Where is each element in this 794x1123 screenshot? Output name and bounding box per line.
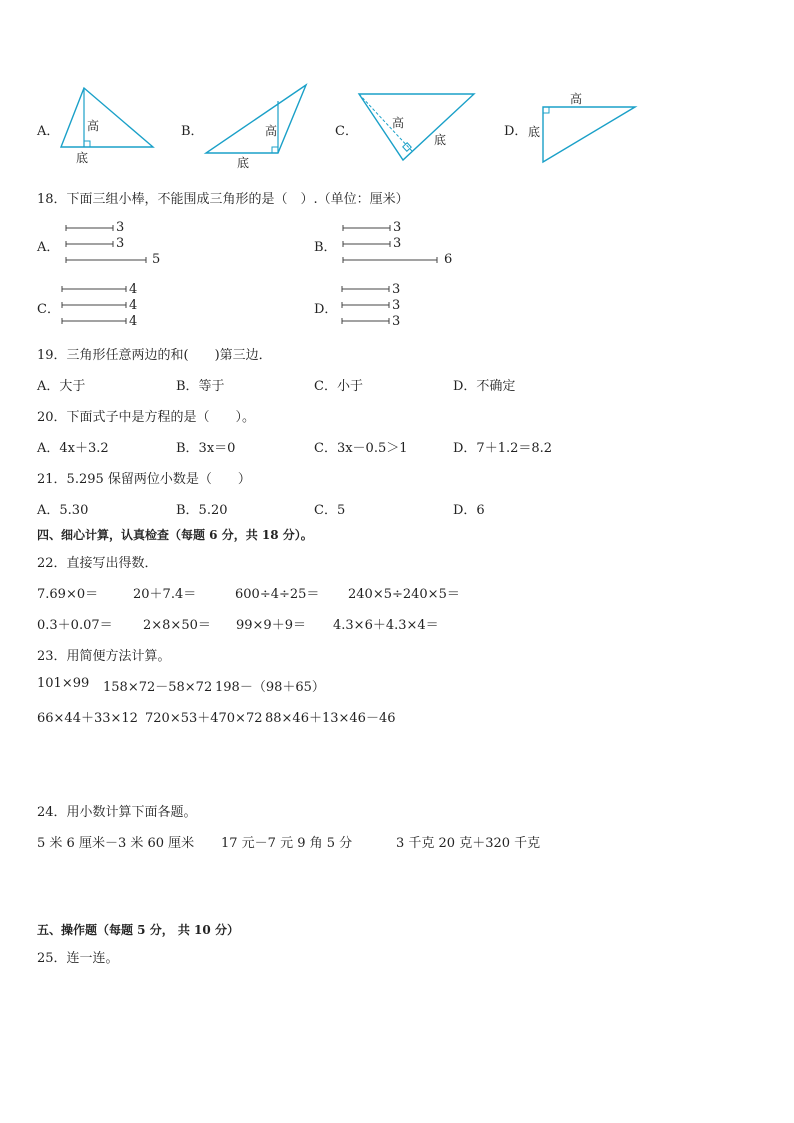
q18-option-d-letter: D． (314, 302, 338, 317)
q22-item: 7.69×0＝ (37, 587, 99, 602)
q17-option-a-letter: A． (37, 124, 60, 139)
q18-option-c-sticks (57, 281, 137, 329)
stick-length-label: 3 (392, 282, 401, 297)
q21-stem: 21．5.295 保留两位小数是（ ） (37, 472, 251, 487)
q24-stem: 24．用小数计算下面各题。 (37, 805, 197, 820)
triangle-a-figure (58, 84, 158, 164)
q18-option-d-sticks (337, 281, 397, 329)
stick-length-label: 3 (393, 236, 402, 251)
triangle-b-height-label: 高 (265, 124, 278, 138)
stick-length-label: 3 (393, 220, 402, 235)
q23-item: 158×72－58×72 (103, 680, 213, 695)
q20-stem: 20．下面式子中是方程的是（ ）。 (37, 410, 256, 425)
triangle-d-base-label: 底 (528, 125, 541, 139)
q22-stem: 22．直接写出得数． (37, 556, 158, 571)
q22-item: 0.3＋0.07＝ (37, 618, 113, 633)
q18-stem: 18．下面三组小棒，不能围成三角形的是（ ）.（单位：厘米） (37, 192, 409, 207)
q18-option-a-letter: A． (37, 240, 60, 255)
q19-stem: 19．三角形任意两边的和( )第三边． (37, 348, 272, 363)
stick-length-label: 3 (392, 298, 401, 313)
stick-length-label: 4 (129, 282, 138, 297)
q23-item: 101×99 (37, 676, 90, 691)
q21-option-a: A．5.30 (37, 503, 89, 518)
q23-item: 88×46＋13×46－46 (265, 711, 396, 726)
q21-option-b: B．5.20 (176, 503, 228, 518)
stick-length-label: 5 (152, 252, 161, 267)
q20-option-d: D．7＋1.2＝8.2 (453, 441, 553, 456)
q19-option-d: D．不确定 (453, 379, 516, 394)
q19-option-a: A．大于 (37, 379, 86, 394)
stick-length-label: 4 (129, 314, 138, 329)
section-5-heading: 五、操作题（每题 5 分， 共 10 分） (37, 923, 239, 937)
triangle-a-base-label: 底 (76, 151, 89, 165)
q18-option-b-letter: B． (314, 240, 337, 255)
q24-item: 3 千克 20 克＋320 千克 (396, 836, 541, 851)
triangle-a-height-label: 高 (87, 119, 100, 133)
q22-item: 2×8×50＝ (143, 618, 211, 633)
stick-length-label: 6 (444, 252, 453, 267)
q22-item: 20＋7.4＝ (133, 587, 197, 602)
q21-option-c: C．5 (314, 503, 346, 518)
q23-stem: 23．用简便方法计算。 (37, 649, 171, 664)
stick-length-label: 4 (129, 298, 138, 313)
triangle-c-height-label: 高 (392, 116, 405, 130)
triangle-b-base-label: 底 (237, 156, 250, 170)
section-4-heading: 四、细心计算，认真检查（每题 6 分，共 18 分）。 (37, 528, 313, 542)
q22-item: 240×5÷240×5＝ (348, 587, 460, 602)
q23-item: 720×53＋470×72 (145, 711, 263, 726)
q22-item: 4.3×6＋4.3×4＝ (333, 618, 439, 633)
q19-option-b: B．等于 (176, 379, 225, 394)
q25-stem: 25．连一连。 (37, 951, 119, 966)
stick-length-label: 3 (116, 220, 125, 235)
q17-option-b-letter: B． (181, 124, 204, 139)
triangle-d-height-label: 高 (570, 92, 583, 106)
q21-option-d: D．6 (453, 503, 485, 518)
q20-option-c: C．3x－0.5＞1 (314, 441, 408, 456)
triangle-b-figure (202, 82, 312, 158)
q24-item: 5 米 6 厘米－3 米 60 厘米 (37, 836, 195, 851)
stick-length-label: 3 (116, 236, 125, 251)
triangle-d-figure (540, 103, 640, 167)
q23-item: 198－（98＋65） (215, 680, 325, 695)
q22-item: 99×9＋9＝ (236, 618, 306, 633)
q17-option-c-letter: C． (335, 124, 358, 139)
q24-item: 17 元－7 元 9 角 5 分 (221, 836, 353, 851)
stick-length-label: 3 (392, 314, 401, 329)
q18-option-c-letter: C． (37, 302, 60, 317)
q20-option-a: A．4x＋3.2 (37, 441, 109, 456)
q19-option-c: C．小于 (314, 379, 363, 394)
q17-option-d-letter: D． (504, 124, 528, 139)
triangle-c-base-label: 底 (434, 133, 447, 147)
q23-item: 66×44＋33×12 (37, 711, 138, 726)
q20-option-b: B．3x＝0 (176, 441, 236, 456)
triangle-c-figure (356, 90, 478, 164)
q22-item: 600÷4÷25＝ (235, 587, 320, 602)
